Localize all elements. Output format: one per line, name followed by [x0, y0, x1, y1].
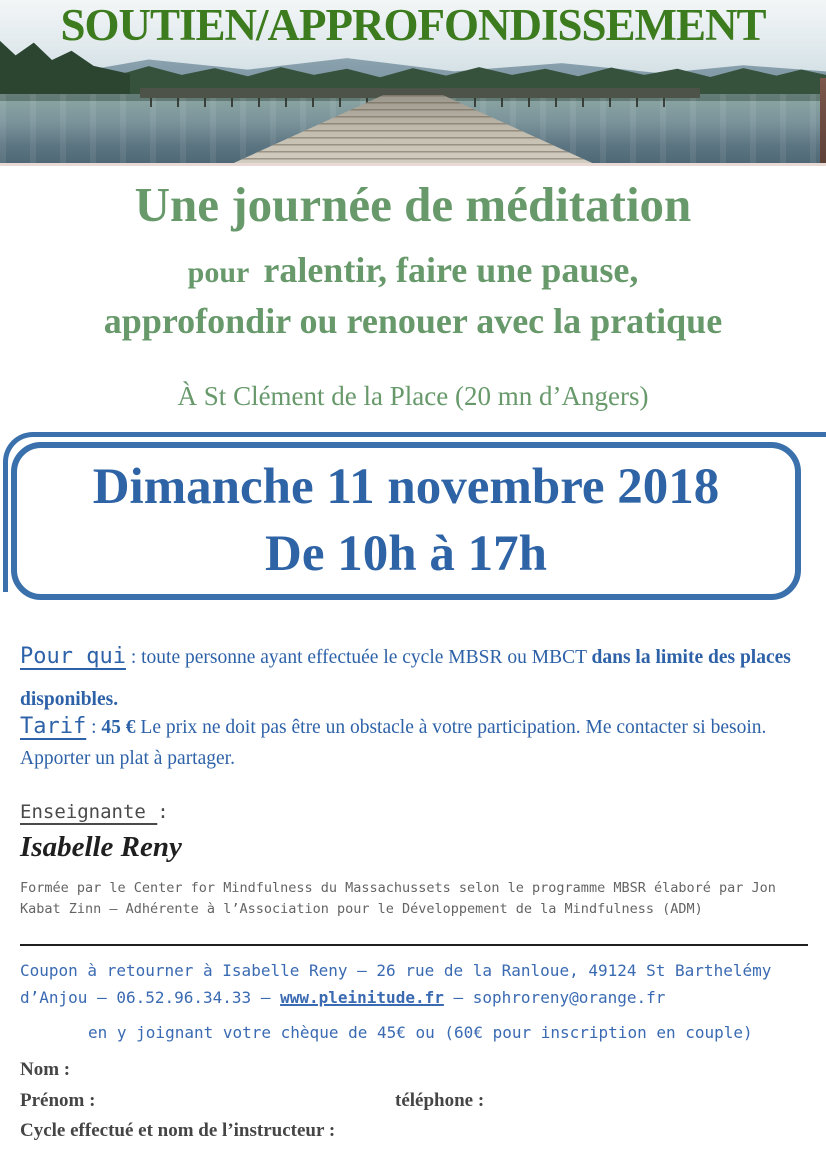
pour-qui-sep: : — [125, 647, 142, 668]
pour-qui-bold: dans la limite des places — [591, 647, 791, 668]
tarif-text: Le prix ne doit pas être un obstacle à votre participation. Me contacter si besoin. — [135, 717, 767, 738]
time-line: De 10h à 17h — [265, 526, 547, 582]
field-label-cycle: Cycle effectué et nom de l’instructeur : — [20, 1120, 336, 1141]
tarif-label: Tarif — [20, 714, 87, 739]
lake-dock-photo — [0, 0, 826, 166]
teacher-label: Enseignante — [20, 801, 158, 823]
subtitle-rest: ralentir, faire une pause, — [263, 250, 639, 290]
coupon-line2-pre: d’Anjou – 06.52.96.34.33 – — [20, 988, 281, 1007]
coupon-line1: Coupon à retourner à Isabelle Reny – 26 rue de la Ranloue, 49124 St Barthelémy — [20, 961, 772, 980]
tarif-price: 45 € — [101, 717, 136, 738]
teacher-label-line — [20, 801, 800, 823]
section-divider — [20, 944, 808, 946]
coupon-paragraph — [20, 957, 812, 1011]
coupon-line2-post: – sophroreny@orange.fr — [443, 988, 666, 1007]
date-line: Dimanche 11 novembre 2018 — [92, 458, 720, 515]
teacher-bio — [20, 878, 800, 920]
pour-qui-label: Pour qui — [20, 644, 126, 669]
field-label-prenom: Prénom : — [20, 1090, 96, 1111]
teacher-colon: : — [157, 801, 169, 823]
page-title: SOUTIEN/APPROFONDISSEMENT — [60, 0, 766, 50]
teacher-bio-line2: Kabat Zinn – Adhérente à l’Association pour le Développement de la Mindfulness (ADM) — [20, 901, 703, 917]
cheque-line: en y joignant votre chèque de 45€ ou (60€ pour inscription en couple) — [88, 1023, 753, 1042]
location-line: À St Clément de la Place (20 mn d’Angers) — [177, 381, 649, 411]
date-box — [11, 442, 801, 600]
website-link[interactable]: www.pleinitude.fr — [280, 988, 444, 1007]
price-paragraph — [20, 711, 812, 774]
field-label-telephone: téléphone : — [395, 1090, 485, 1111]
tarif-sep: : — [86, 717, 102, 738]
audience-paragraph — [20, 636, 812, 721]
teacher-name: Isabelle Reny — [20, 831, 182, 863]
main-title: Une journée de méditation — [134, 177, 692, 232]
subtitle-line2: approfondir ou renouer avec la pratique — [103, 301, 723, 341]
subtitle-pour: pour — [187, 256, 250, 289]
pour-qui-text: toute personne ayant effectuée le cycle MBSR ou MBCT — [141, 647, 592, 668]
subtitle-line1 — [0, 249, 826, 291]
tarif-text2: Apporter un plat à partager. — [20, 748, 235, 769]
pour-qui-bold2: disponibles. — [20, 689, 119, 710]
wooden-post — [820, 78, 826, 166]
field-label-nom: Nom : — [20, 1059, 71, 1080]
teacher-section — [20, 801, 800, 920]
teacher-bio-line1: Formée par le Center for Mindfulness du Massachussets selon le programme MBSR élaboré par Jon — [20, 880, 776, 896]
